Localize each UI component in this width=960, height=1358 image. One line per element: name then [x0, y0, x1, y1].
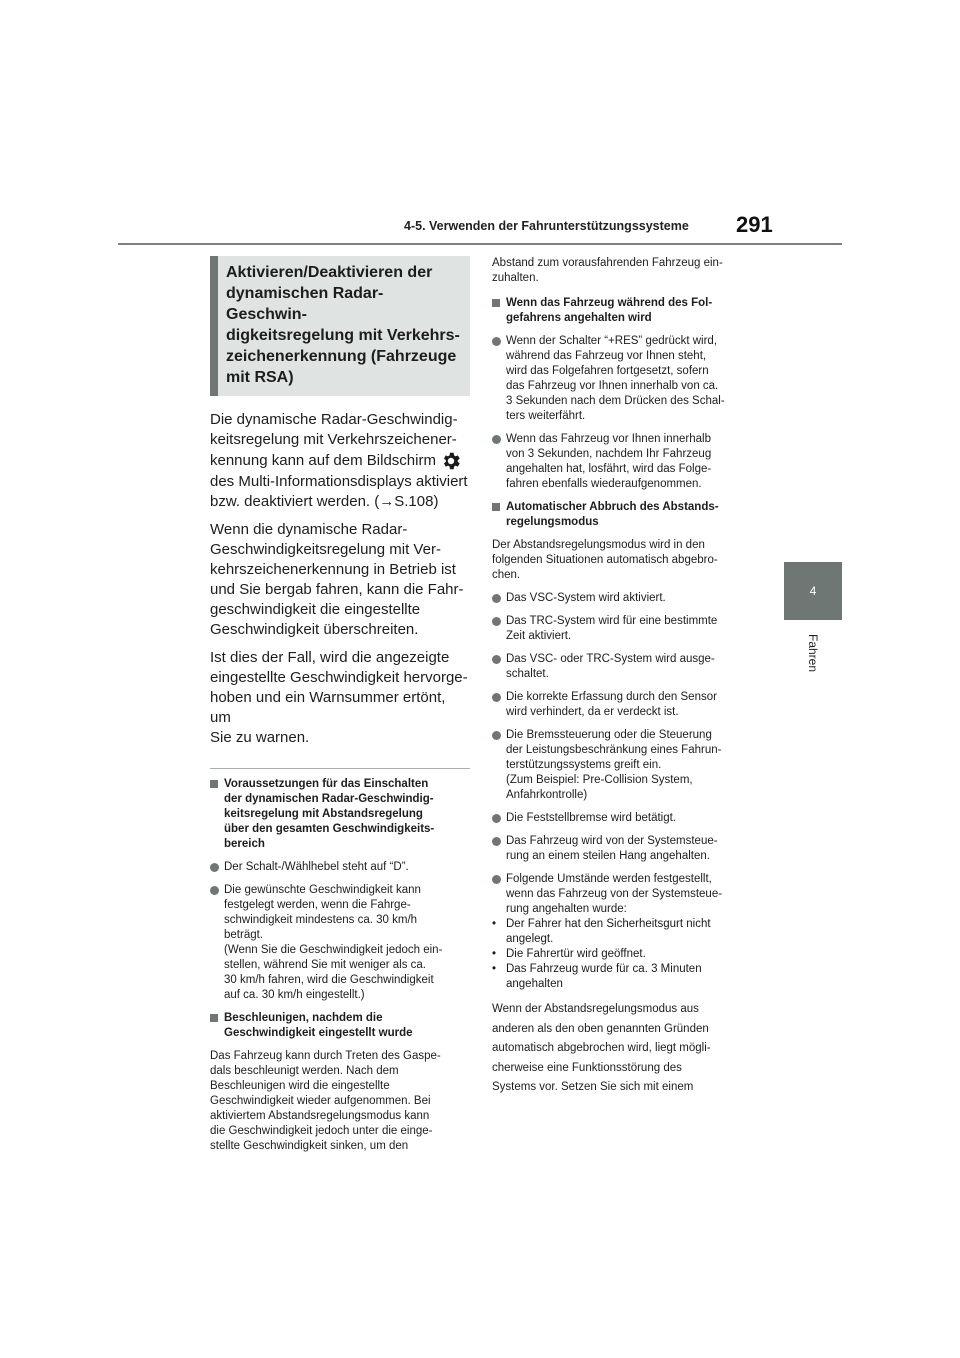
bullet-dot-icon: [492, 837, 501, 846]
list-item: [492, 432, 758, 492]
bullet-dot-icon: [492, 594, 501, 603]
list-item-text: Der Schalt-/Wählhebel steht auf “D”.: [224, 861, 409, 873]
warning-paragraph: Ist dies der Fall, wird die angezeigte eingestellte Geschwindigkeit hervorge- hoben und ein Warnsummer ertönt, um Sie zu warnen.: [210, 649, 468, 746]
subheading-text: Beschleunigen, nachdem die Geschwindigkeit eingestellt wurde: [224, 1012, 413, 1039]
right-column: [492, 256, 758, 1098]
list-item-text: Das TRC-System wird für eine bestimmte Zeit aktiviert.: [506, 615, 718, 642]
bullet-dot-icon: [492, 435, 501, 444]
acceleration-paragraph: Das Fahrzeug kann durch Treten des Gaspe- dals beschleunigt werden. Nach dem Beschleunigen wird die eingestellte Geschwindigkeit wieder aufgenommen. Bei aktiviertem Abstandsregelungsmodus kann die Geschwindigkeit jedoch unter die einge- stellte Geschwindigkeit sinken, um den: [210, 1050, 441, 1152]
list-item-text: Die korrekte Erfassung durch den Sensor wird verhindert, da er verdeckt ist.: [506, 691, 717, 718]
list-item-text: Wenn der Schalter “+RES” gedrückt wird, während das Fahrzeug vor Ihnen steht, wird das Folgefahren fortgesetzt, sofern das Fahrzeug vor Ihnen innerhalb von ca. 3 Sekunden nach dem Drücken des Schal- ters weiterfährt.: [506, 335, 725, 422]
sublist-item: [492, 962, 758, 992]
sublist-mark: •: [492, 948, 497, 960]
running-header: 4-5. Verwenden der Fahrunterstützungssysteme: [404, 219, 689, 233]
square-bullet-icon: [492, 503, 500, 511]
malfunction-paragraph: Wenn der Abstandsregelungsmodus aus anderen als den oben genannten Gründen automatisch abgebrochen wird, liegt mögli- cherweise eine Funktionsstörung des Systems vor. Setzen Sie sich mit einem: [492, 1003, 711, 1093]
list-item: [492, 334, 758, 424]
subheading-prerequisites: [210, 777, 470, 852]
bullet-dot-icon: [492, 814, 501, 823]
bullet-dot-icon: [492, 337, 501, 346]
list-item: [492, 834, 758, 864]
bullet-dot-icon: [492, 693, 501, 702]
bullet-dot-icon: [210, 886, 219, 895]
list-item: [492, 652, 758, 682]
list-item: [492, 690, 758, 720]
intro-paragraph: [210, 410, 470, 512]
sublist-text: Die Fahrertür wird geöffnet.: [506, 948, 646, 960]
square-bullet-icon: [210, 780, 218, 788]
chapter-tab: 4: [784, 562, 842, 620]
list-item-text: Das VSC- oder TRC-System wird ausge- schaltet.: [506, 653, 715, 680]
subheading-auto-cancel: [492, 500, 758, 530]
page-number: 291: [736, 212, 773, 237]
intro-text-b: des Multi-Informationsdisplays aktiviert bzw. deaktiviert werden. (→S.108): [210, 473, 468, 510]
list-item-text: Das Fahrzeug wird von der Systemsteue- rung an einem steilen Hang angehalten.: [506, 835, 718, 862]
section-title: Aktivieren/Deaktivieren der dynamischen Radar-Geschwin- digkeitsregelung mit Verkehrs- zeichenerkennung (Fahrzeuge mit RSA): [226, 264, 460, 386]
conditions-sublist: [492, 917, 758, 992]
subheading-text: Voraussetzungen für das Einschalten der dynamischen Radar-Geschwindig- keitsregelung mit Abstandsregelung über den gesamten Geschwindigkeits- bereich: [224, 778, 435, 850]
sublist-text: Der Fahrer hat den Sicherheitsgurt nicht angelegt.: [506, 918, 711, 945]
downhill-paragraph: Wenn die dynamische Radar- Geschwindigkeitsregelung mit Ver- kehrszeichenerkennung in Betrieb ist und Sie bergab fahren, kann die Fahr- geschwindigkeit die eingestellte Geschwindigkeit überschreiten.: [210, 521, 464, 638]
subheading-acceleration: [210, 1011, 470, 1041]
square-bullet-icon: [210, 1014, 218, 1022]
left-column: [210, 256, 470, 1162]
subheading-stopped: [492, 296, 758, 326]
bullet-dot-icon: [210, 863, 219, 872]
list-item-text: Das VSC-System wird aktiviert.: [506, 592, 666, 604]
section-heading-box: [210, 256, 470, 396]
sublist-item: [492, 947, 758, 962]
list-item-text: Die Feststellbremse wird betätigt.: [506, 812, 677, 824]
list-item-text: Die Bremssteuerung oder die Steuerung der Leistungsbeschränkung eines Fahrun- terstützungssystems greift ein. (Zum Beispiel: Pre-Collision System, Anfahrkontrolle): [506, 729, 722, 801]
gear-icon: [440, 450, 462, 472]
bullet-dot-icon: [492, 617, 501, 626]
list-item: [492, 811, 758, 826]
bullet-dot-icon: [492, 875, 501, 884]
continued-paragraph: Abstand zum vorausfahrenden Fahrzeug ein- zuhalten.: [492, 257, 723, 284]
subheading-text: Wenn das Fahrzeug während des Fol- gefahrens angehalten wird: [506, 297, 713, 324]
list-item: [492, 728, 758, 803]
chapter-label: [784, 630, 842, 676]
list-item: [210, 860, 470, 875]
sublist-item: [492, 917, 758, 947]
list-item-text: Die gewünschte Geschwindigkeit kann festgelegt werden, wenn die Fahrge- schwindigkeit mindestens ca. 30 km/h beträgt. (Wenn Sie die Geschwindigkeit jedoch ein- stellen, während Sie mit weniger als ca. 30 km/h fahren, wird die Geschwindigkeit auf ca. 30 km/h eingestellt.): [224, 884, 443, 1001]
intro-text-a: Die dynamische Radar-Geschwindig- keitsregelung mit Verkehrszeichener- kennung kann auf dem Bildschirm: [210, 411, 458, 469]
auto-cancel-paragraph: Der Abstandsregelungsmodus wird in den folgenden Situationen automatisch abgebro- chen.: [492, 539, 718, 581]
list-item-text: Wenn das Fahrzeug vor Ihnen innerhalb von 3 Sekunden, nachdem Ihr Fahrzeug angehalten hat, losfährt, wird das Folge- fahren ebenfalls wiederaufgenommen.: [506, 433, 712, 490]
header-rule: [118, 243, 842, 245]
chapter-label-text: Fahren: [806, 633, 820, 673]
section-divider: [210, 768, 470, 769]
sublist-mark: •: [492, 918, 497, 930]
list-item-text: Folgende Umstände werden festgestellt, wenn das Fahrzeug von der Systemsteue- rung angehalten wurde:: [506, 873, 723, 915]
sublist-mark: •: [492, 963, 497, 975]
bullet-dot-icon: [492, 655, 501, 664]
subheading-text: Automatischer Abbruch des Abstands- regelungsmodus: [506, 501, 719, 528]
list-item: [492, 614, 758, 644]
list-item: [492, 872, 758, 917]
bullet-dot-icon: [492, 731, 501, 740]
list-item: [492, 591, 758, 606]
list-item: [210, 883, 470, 1003]
sublist-text: Das Fahrzeug wurde für ca. 3 Minuten angehalten: [506, 963, 702, 990]
square-bullet-icon: [492, 299, 500, 307]
